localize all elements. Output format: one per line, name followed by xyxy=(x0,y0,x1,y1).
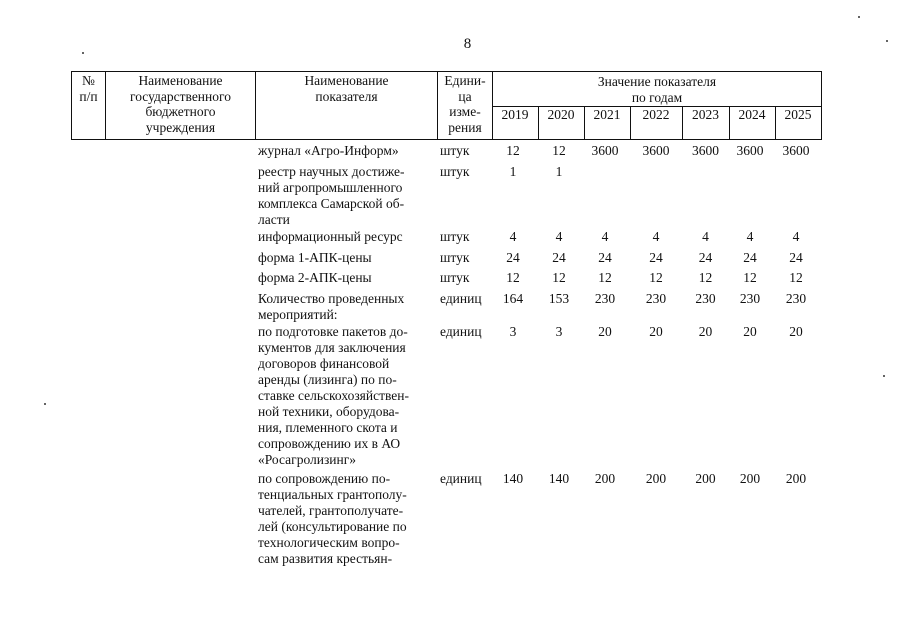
indicator-name-line: «Росагролизинг» xyxy=(258,452,357,467)
value-cell: 1 xyxy=(555,164,563,179)
year-header: 2023 xyxy=(692,107,719,122)
scan-speck xyxy=(44,403,46,405)
indicator-name-line: информационный ресурс xyxy=(258,229,403,244)
value-cell: 4 xyxy=(792,229,800,244)
scan-speck xyxy=(82,52,84,54)
value-cell: 4 xyxy=(702,229,709,244)
indicator-name xyxy=(258,164,434,228)
indicator-name-line: реестр научных достиже- xyxy=(258,164,405,179)
value-cell: 230 xyxy=(739,291,761,306)
value-cell: 3600 xyxy=(736,143,764,158)
indicator-name-line: Количество проведенных xyxy=(258,291,405,306)
value-cell: 20 xyxy=(649,324,663,339)
value-cell: 200 xyxy=(785,471,807,486)
value-cell: 20 xyxy=(698,324,713,339)
value-cell: 24 xyxy=(506,250,520,265)
value-cell: 4 xyxy=(652,229,660,244)
value-cell: 12 xyxy=(649,270,663,285)
value-cell: 12 xyxy=(698,270,713,285)
indicator-name-line: чателей, грантополучате- xyxy=(258,503,404,518)
value-cell: 24 xyxy=(789,250,803,265)
value-cell: 12 xyxy=(743,270,757,285)
indicator-name-line: ной техники, оборудова- xyxy=(258,404,400,419)
year-header: 2021 xyxy=(593,107,621,122)
indicator-name-line: форма 1-АПК-цены xyxy=(258,250,372,265)
indicator-name-line: комплекса Самарской об- xyxy=(258,196,405,211)
indicator-name-line: по сопровождению по- xyxy=(258,471,391,486)
unit-cell: штук xyxy=(440,250,470,265)
value-cell: 12 xyxy=(598,270,612,285)
indicator-name-line: технологическим вопро- xyxy=(258,535,400,550)
indicator-name-line: кументов для заключения xyxy=(258,340,406,355)
value-cell: 24 xyxy=(698,250,713,265)
indicator-name xyxy=(258,143,434,159)
value-cell: 24 xyxy=(598,250,612,265)
value-cell: 12 xyxy=(552,143,566,158)
indicator-name-line: ний агропромышленного xyxy=(258,180,403,195)
scan-speck xyxy=(858,16,860,18)
indicator-name-line: сопровождению их в АО xyxy=(258,436,401,451)
value-cell: 200 xyxy=(739,471,761,486)
value-cell: 20 xyxy=(743,324,757,339)
indicator-name-line: ставке сельскохозяйствен- xyxy=(258,388,409,403)
indicator-name-line: журнал «Агро-Информ» xyxy=(258,143,399,158)
year-header: 2019 xyxy=(501,107,529,122)
header-number: № п/п xyxy=(79,73,98,104)
year-header: 2025 xyxy=(784,107,812,122)
col-border xyxy=(821,71,822,140)
value-cell: 12 xyxy=(552,270,566,285)
value-cell: 230 xyxy=(645,291,667,306)
value-cell: 153 xyxy=(548,291,570,306)
unit-cell: единиц xyxy=(440,291,482,306)
indicator-name xyxy=(258,291,434,323)
indicator-name xyxy=(258,229,434,245)
unit-cell: единиц xyxy=(440,324,482,339)
value-cell: 12 xyxy=(506,270,520,285)
header-indicator: Наименование показателя xyxy=(304,73,389,104)
unit-cell: штук xyxy=(440,164,470,179)
year-header: 2020 xyxy=(547,107,575,122)
value-cell: 3 xyxy=(555,324,563,339)
unit-cell: штук xyxy=(440,143,470,158)
value-cell: 230 xyxy=(594,291,616,306)
value-cell: 4 xyxy=(509,229,517,244)
value-cell: 20 xyxy=(789,324,803,339)
value-cell: 24 xyxy=(552,250,566,265)
page-number: 8 xyxy=(463,36,472,52)
indicator-name xyxy=(258,324,434,468)
indicator-name-line: тенциальных грантополу- xyxy=(258,487,407,502)
value-cell: 24 xyxy=(743,250,757,265)
value-cell: 24 xyxy=(649,250,663,265)
indicator-name xyxy=(258,471,434,567)
value-cell: 20 xyxy=(598,324,612,339)
value-cell: 230 xyxy=(785,291,807,306)
value-cell: 4 xyxy=(746,229,754,244)
value-cell: 3600 xyxy=(591,143,619,158)
value-cell: 230 xyxy=(695,291,716,306)
indicator-name xyxy=(258,250,434,266)
header-top-border xyxy=(71,71,822,72)
value-cell: 3600 xyxy=(642,143,670,158)
value-cell: 3 xyxy=(509,324,517,339)
header-bottom-border xyxy=(71,139,822,140)
header-value: Значение показателя по годам xyxy=(597,74,717,105)
indicator-name-line: договоров финансовой xyxy=(258,356,390,371)
scan-speck xyxy=(883,375,885,377)
value-cell: 200 xyxy=(645,471,667,486)
indicator-name-line: по подготовке пакетов до- xyxy=(258,324,408,339)
indicator-name-line: мероприятий: xyxy=(258,307,338,322)
indicator-name-line: ласти xyxy=(258,212,290,227)
value-cell: 164 xyxy=(502,291,524,306)
value-cell: 12 xyxy=(789,270,803,285)
value-cell: 3600 xyxy=(782,143,810,158)
header-unit: Едини- ца изме- рения xyxy=(444,73,486,135)
year-header: 2022 xyxy=(642,107,670,122)
indicator-name-line: сам развития крестьян- xyxy=(258,551,393,566)
value-cell: 140 xyxy=(548,471,570,486)
unit-cell: штук xyxy=(440,229,470,244)
value-cell: 3600 xyxy=(692,143,719,158)
indicator-name-line: форма 2-АПК-цены xyxy=(258,270,372,285)
value-cell: 140 xyxy=(502,471,524,486)
value-cell: 1 xyxy=(509,164,517,179)
value-cell: 4 xyxy=(555,229,563,244)
year-header: 2024 xyxy=(738,107,766,122)
unit-cell: штук xyxy=(440,270,470,285)
value-cell: 4 xyxy=(601,229,609,244)
indicator-name xyxy=(258,270,434,286)
indicator-name-line: аренды (лизинга) по по- xyxy=(258,372,397,387)
value-cell: 12 xyxy=(506,143,520,158)
unit-cell: единиц xyxy=(440,471,482,486)
header-institution: Наименование государственного бюджетного учреждения xyxy=(130,73,231,135)
value-cell: 200 xyxy=(695,471,716,486)
scan-speck xyxy=(886,40,888,42)
indicator-name-line: ния, племенного скота и xyxy=(258,420,398,435)
indicator-name-line: лей (консультирование по xyxy=(258,519,407,534)
value-cell: 200 xyxy=(594,471,616,486)
